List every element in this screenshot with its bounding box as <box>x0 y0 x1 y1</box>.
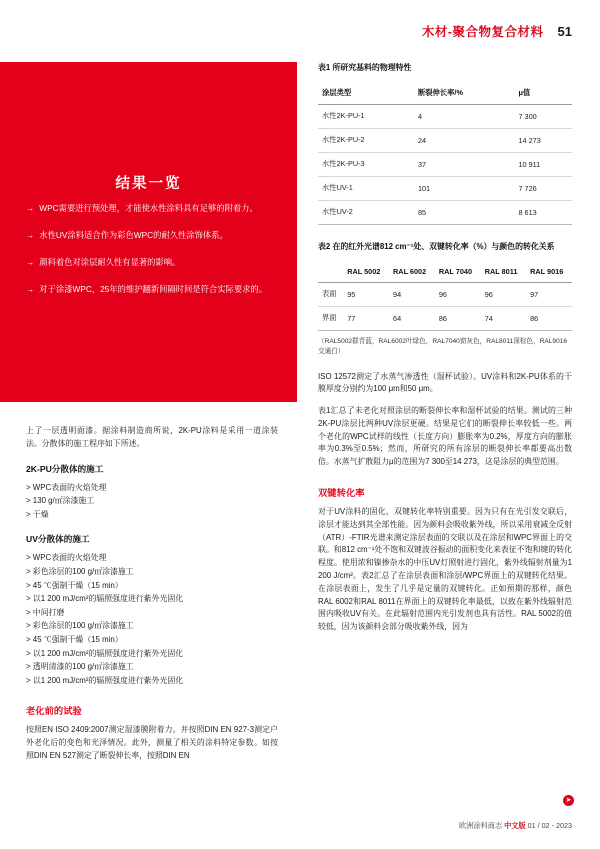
page-footer <box>459 821 572 831</box>
right-body-text <box>318 371 572 635</box>
footer-issue: 01 / 02 - 2023 <box>525 821 572 830</box>
section-heading-aging: 老化前的试验 <box>26 706 82 717</box>
bullet-item: > 中间打磨 <box>26 607 65 617</box>
table-row <box>318 176 572 200</box>
table-cell: 4 <box>414 104 515 128</box>
table-double-bond-conversion <box>318 261 572 331</box>
table-column-header: RAL 8011 <box>481 261 526 283</box>
table-header-row <box>318 261 572 283</box>
table-cell: 95 <box>343 282 389 306</box>
header-title: 木材-聚合物复合材料 <box>421 25 544 39</box>
table-cell: 74 <box>481 306 526 330</box>
bullet-item: > 以1 200 mJ/cm²的辐照强度进行紫外光固化 <box>26 648 184 658</box>
table-cell: 97 <box>526 282 572 306</box>
table-cell: 8 613 <box>514 200 572 224</box>
table-column-header: RAL 9016 <box>526 261 572 283</box>
arrow-right-icon: → <box>26 256 35 267</box>
page-header <box>422 22 572 40</box>
arrow-right-icon: → <box>26 229 35 240</box>
arrow-right-icon: → <box>26 203 35 213</box>
bullet-item: > 45 ℃强制干燥（15 min） <box>26 580 123 590</box>
bullet-item: > 以1 200 mJ/cm²的辐照强度进行紫外光固化 <box>26 594 184 604</box>
table-row <box>318 200 572 224</box>
table-cell: 表面 <box>318 282 343 306</box>
table-cell: 77 <box>343 306 389 330</box>
list-item-text: 水性UV涂料适合作为彩色WPC的耐久性涂饰体系。 <box>39 229 228 240</box>
table-cell: 10 911 <box>514 152 572 176</box>
paragraph: 对于UV涂料的固化，双键转化率特别重要。因为只有在光引发交联后，涂层才能达到其全部性能。因为颜料会吸收紫外线，所以采用衰减全反射（ATR）-FTIR光谱来测定涂层表面的交联以及在涂层和WPC界面上的交联。和812 cm⁻¹处不饱和双键波谷振动的面积变化来表征不饱和键的转化程度。使用浓和镍掺杂水的中压UV灯照射进行固化，紫外线辐射剂量为1 200 J/cm²。表2汇总了在涂层表面和涂层/WPC界面上的双键转化结果。在涂层表面上，发生了几乎是定量的双键转化。正如预期的那样，颜色RAL 6002和RAL 8011在界面上的双键转化率最低，以致在紫外线辐射范围内吸收UV有关。在此辐射范围内光引发剂也具有活性。RAL 5002的值较低，因为该颜料会部分吸收紫外线，因为 <box>318 507 572 632</box>
table1-caption: 表1 所研究基料的物理特性 <box>318 63 412 72</box>
bullet-item: > 彩色涂层的100 g/㎡涂漆施工 <box>26 566 134 576</box>
list-item <box>26 283 271 296</box>
bullet-item: > 以1 200 mJ/cm²的辐照强度进行紫外光固化 <box>26 675 184 685</box>
left-column <box>26 425 278 773</box>
right-column <box>318 62 572 643</box>
table-row <box>318 282 572 306</box>
footer-prefix: 欧洲涂料商志 <box>458 821 505 830</box>
table2-caption: 表2 在的红外光谱812 cm⁻¹处、双键转化率（%）与颜色的转化关系 <box>318 241 555 251</box>
table-column-header: RAL 5002 <box>343 261 389 283</box>
section-heading-conversion: 双键转化率 <box>318 488 365 499</box>
table-cell: 水性2K-PU-2 <box>318 128 414 152</box>
table-column-header: μ值 <box>514 82 572 105</box>
paragraph: 表1汇总了未老化对照涂层的断裂伸长率和湿杯试验的结果。测试的三种2K-PU涂层比两种UV涂层更硬。结果是它们的断裂伸长率较低一些。两个老化的WPC试样的线性（长度方向）膨胀率为0.2%，厚度方向的膨胀率为0.3%至0.5%；然而，所研究的所有涂层的断裂伸长率都要高出数倍。水蒸气扩散阻力μ的范围为7 300至14 273，这是涂层的典型范围。 <box>318 406 572 467</box>
list-item <box>26 229 271 242</box>
table-row <box>318 104 572 128</box>
table-cell: 85 <box>414 200 515 224</box>
table-row <box>318 152 572 176</box>
table-header-row <box>318 82 572 105</box>
table-column-header <box>318 261 343 283</box>
bullet-item: > WPC表面的火焰处理 <box>26 553 107 563</box>
table-cell: 水性2K-PU-3 <box>318 152 414 176</box>
table-cell: 94 <box>389 282 435 306</box>
table-cell: 86 <box>526 306 572 330</box>
table-cell: 86 <box>435 306 481 330</box>
bullet-item: > WPC表面的火焰处理 <box>26 482 107 492</box>
table-column-header: 涂层类型 <box>318 82 414 105</box>
table-column-header: RAL 6002 <box>389 261 435 283</box>
section-heading-uv: UV分散体的施工 <box>26 534 90 545</box>
table-cell: 水性UV-2 <box>318 200 414 224</box>
footer-edition: 中文版 <box>504 821 526 830</box>
table-cell: 64 <box>389 306 435 330</box>
table-cell: 96 <box>481 282 526 306</box>
list-item <box>26 202 271 215</box>
table-cell: 37 <box>414 152 515 176</box>
bullet-item: > 130 g/㎡涂漆施工 <box>26 496 95 506</box>
table-cell: 界面 <box>318 306 343 330</box>
table-cell: 水性2K-PU-1 <box>318 104 414 128</box>
aging-paragraph: 按照EN ISO 2409:2007测定湿漆膜附着力。并按照DIN EN 927-3测定户外老化后的变色和光泽情况。此外，测量了相关的涂料特定参数。如按照DIN EN 527测定了断裂伸长率，按照DIN EN <box>26 725 278 760</box>
list-item-text: 颜料着色对涂层耐久性有显著的影响。 <box>39 256 181 267</box>
section-heading-pu: 2K-PU分散体的施工 <box>26 463 104 474</box>
table-physical-properties <box>318 82 572 225</box>
table-cell: 14 273 <box>514 128 572 152</box>
list-item-text: 对于涂漆WPC，25年的维护翻新间隔时间是符合实际要求的。 <box>39 283 268 294</box>
bullet-item: > 45 ℃强制干燥（15 min） <box>26 634 123 644</box>
table-column-header: RAL 7040 <box>435 261 481 283</box>
table-cell: 7 726 <box>514 176 572 200</box>
table-column-header: 断裂伸长率/% <box>414 82 515 105</box>
bullet-item: > 干燥 <box>26 509 49 519</box>
bullet-item: > 透明清漆的100 g/㎡涂漆施工 <box>26 662 134 672</box>
results-summary-title: 结果一览 <box>115 176 182 192</box>
results-summary-list <box>26 202 271 309</box>
table-cell: 101 <box>414 176 515 200</box>
bullet-item: > 彩色涂层的100 g/㎡涂漆施工 <box>26 621 134 631</box>
table-row <box>318 306 572 330</box>
list-item-text: WPC需要进行预处理，才能使水性涂料具有足够的附着力。 <box>39 203 258 213</box>
table-cell: 96 <box>435 282 481 306</box>
table-cell: 24 <box>414 128 515 152</box>
arrow-right-icon: → <box>26 283 35 294</box>
table-row <box>318 128 572 152</box>
table-cell: 7 300 <box>514 104 572 128</box>
arrow-right-icon: ➤ <box>563 795 574 806</box>
table2-note: （RAL5002群青蓝，RAL6002叶绿色，RAL7040窗灰色，RAL8011深棕色，RAL9016交通白） <box>318 337 568 355</box>
page-number: 51 <box>557 24 572 39</box>
paragraph: ISO 12572测定了水蒸气渗透性（湿杯试验）。UV涂料和2K-PU体系的干膜厚度分别约为100 μm和50 μm。 <box>318 371 572 394</box>
results-summary-panel <box>0 62 297 402</box>
table-cell: 水性UV-1 <box>318 176 414 200</box>
intro-paragraph: 上了一层透明面漆。据涂料制造商所说，2K-PU涂料是采用一道涂装法。分散体的施工程序如下所述。 <box>26 426 278 448</box>
list-item <box>26 256 271 269</box>
